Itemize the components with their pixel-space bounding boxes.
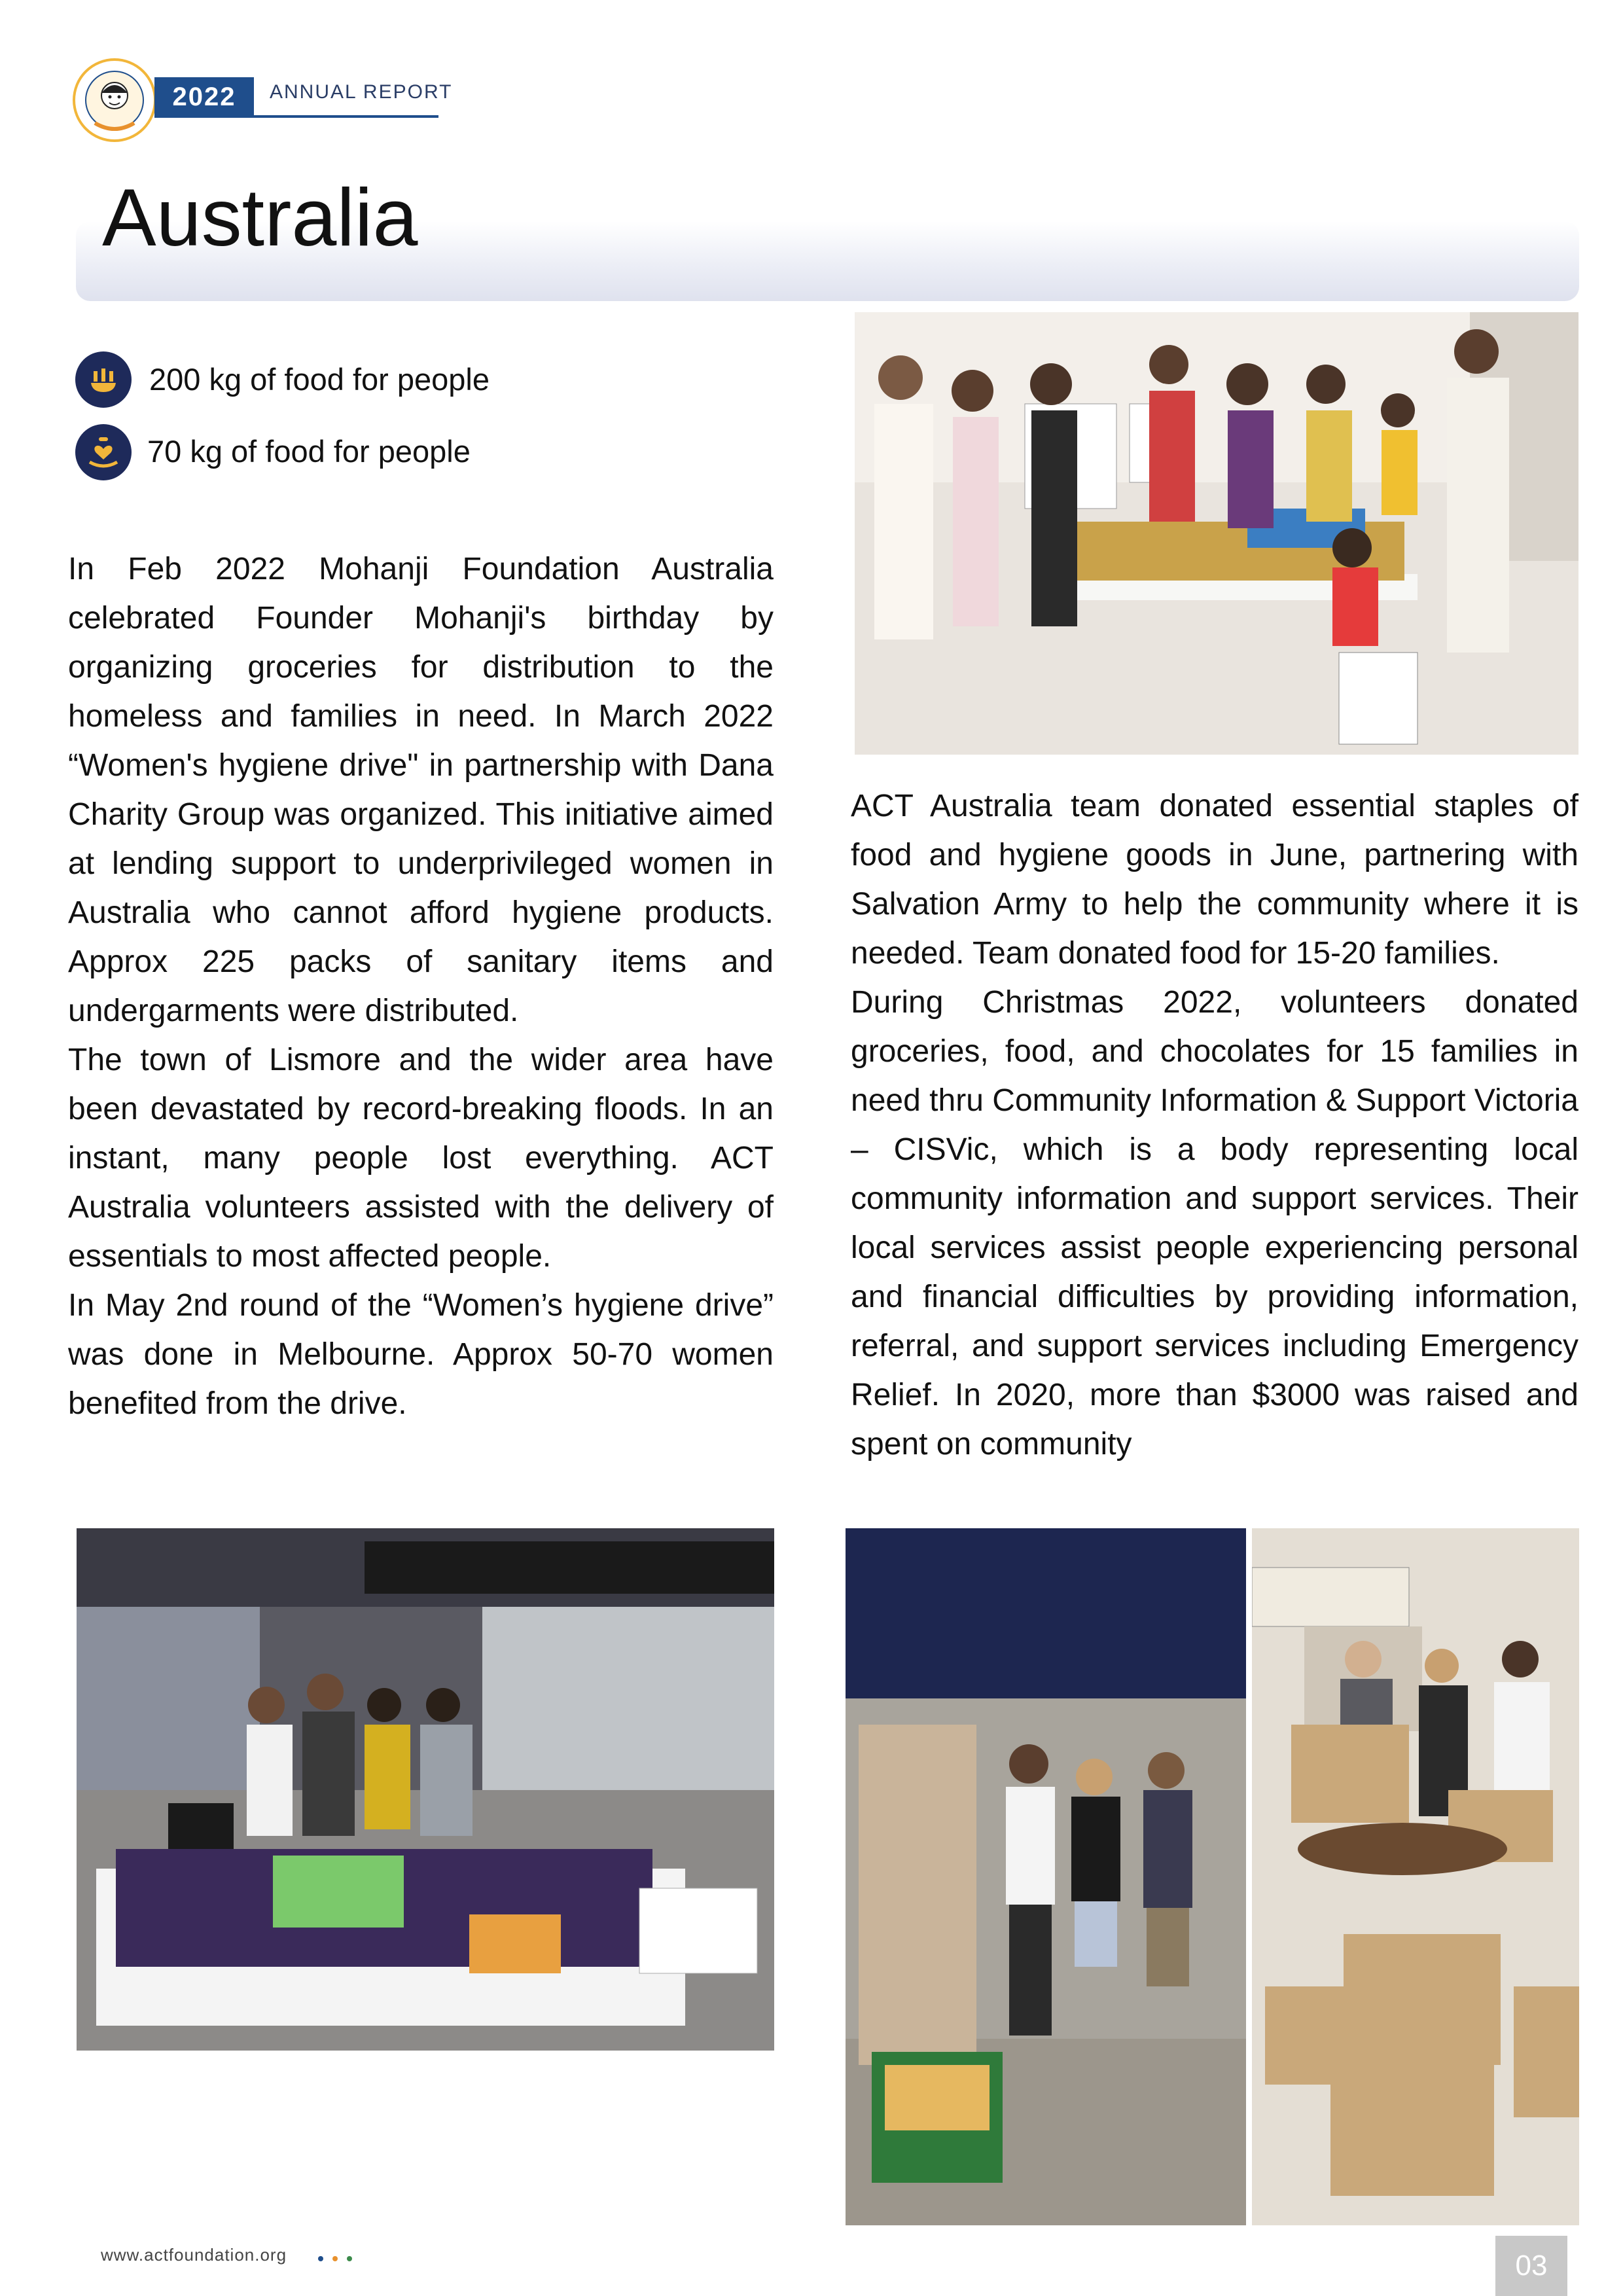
right-column-text: [851, 781, 1578, 1469]
hand-heart-icon: [75, 424, 132, 480]
paragraph-feb-march: In Feb 2022 Mohanji Foundation Australia celebrated Founder Mohanji's birthday by organizing groceries for distribution to the homeless and families in need. In March 2022 “Women's hygiene drive" in partnership with Dana Charity Group was organized. This initiative aimed at lending support to underprivileged women in Australia who cannot afford hygiene products. Approx 225 packs of sanitary items and undergarments were distributed.: [68, 552, 774, 1028]
annual-report-label: ANNUAL REPORT: [270, 81, 453, 103]
food-bowl-icon: [75, 351, 132, 408]
page-title: Australia: [102, 173, 418, 263]
footer-website: www.actfoundation.org: [101, 2245, 287, 2265]
paragraph-christmas: During Christmas 2022, volunteers donated groceries, food, and chocolates for 15 families in need thru Community Information & Support Victoria – CISVic, which is a body representing local community information and support services. Their local services assist people experiencing personal and financial difficulties by providing information, referral, and support services including Emergency Relief. In 2020, more than $3000 was raised and spent on community: [851, 985, 1578, 1462]
hygiene-drive-photo: [77, 1528, 774, 2051]
paragraph-lismore: The town of Lismore and the wider area have been devastated by record-breaking floods. In an instant, many people lost everything. ACT Australia volunteers assisted with the delivery of essentials to most affected people.: [68, 1043, 774, 1274]
page-number: 03: [1495, 2236, 1567, 2296]
header-underline: [154, 115, 438, 118]
paragraph-may: In May 2nd round of the “Women’s hygiene drive” was done in Melbourne. Approx 50-70 women benefited from the drive.: [68, 1288, 774, 1421]
stat-food-200kg: 200 kg of food for people: [149, 362, 490, 397]
act-foundation-logo: [72, 58, 157, 143]
paragraph-june: ACT Australia team donated essential staples of food and hygiene goods in June, partnering with Salvation Army to help the community where it is needed. Team donated food for 15-20 families.: [851, 789, 1578, 971]
stat-food-70kg: 70 kg of food for people: [147, 434, 471, 469]
dot-blue: [318, 2256, 323, 2261]
left-column-text: [68, 545, 774, 1428]
salvation-army-photo: [846, 1528, 1246, 2225]
group-photo-groceries: [855, 312, 1578, 755]
cisvic-donation-photo: [1252, 1528, 1579, 2225]
dot-orange: [332, 2256, 338, 2261]
report-year: 2022: [154, 77, 254, 117]
dot-green: [347, 2256, 352, 2261]
footer-dots: [318, 2251, 358, 2264]
